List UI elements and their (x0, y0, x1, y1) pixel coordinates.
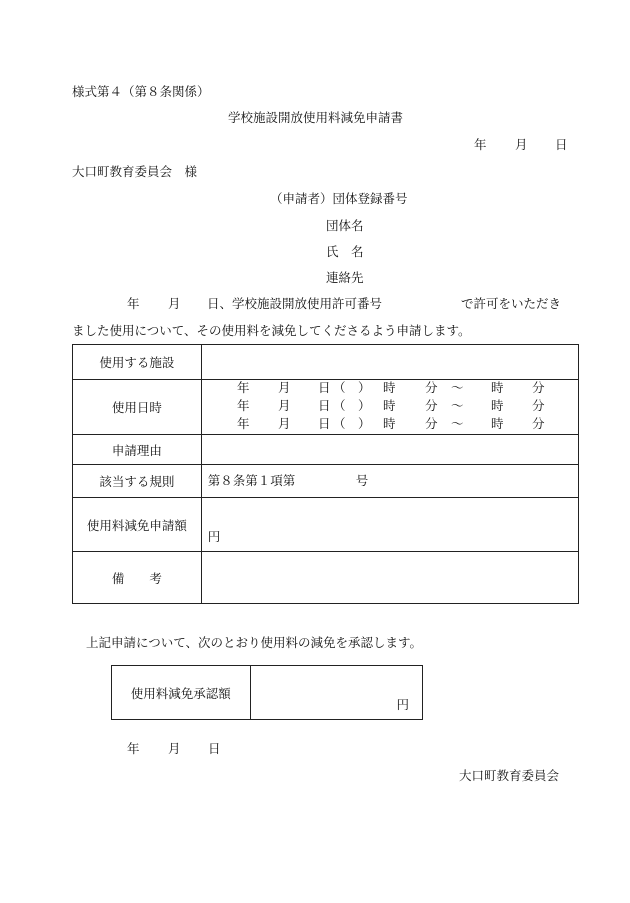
date-month-label: 月 (515, 137, 528, 152)
dt-minute: 分 (425, 416, 438, 431)
dt-month: 月 (278, 398, 291, 413)
remarks-label: 備 考 (73, 552, 202, 604)
approved-amount-value[interactable] (250, 666, 422, 720)
dt-weekday-paren: （ ） (333, 380, 371, 395)
dt-hour: 時 (383, 398, 396, 413)
approved-amount-unit: 円 (396, 697, 409, 712)
datetime-line (237, 418, 547, 432)
form-title: 学校施設開放使用料減免申請書 (228, 110, 404, 125)
date-year-label: 年 (474, 137, 487, 152)
body-line1-text: 日、学校施設開放使用許可番号 (207, 296, 383, 311)
approval-statement: 上記申請について、次のとおり使用料の減免を承認します。 (86, 635, 423, 650)
datetime-line (237, 382, 547, 396)
dt-hour-end: 時 (491, 416, 504, 431)
amount-value[interactable] (201, 498, 578, 552)
datetime-label: 使用日時 (73, 380, 202, 435)
approval-date-year: 年 (127, 741, 140, 756)
dt-minute-end: 分 (532, 380, 545, 395)
dt-hour-end: 時 (491, 398, 504, 413)
approval-table (111, 665, 423, 720)
dt-minute-end: 分 (532, 416, 545, 431)
dt-month: 月 (278, 416, 291, 431)
approved-amount-label: 使用料減免承認額 (112, 666, 251, 720)
date-day-label: 日 (555, 137, 568, 152)
rule-suffix: 号 (355, 473, 369, 488)
table-row-amount (73, 498, 579, 552)
amount-label: 使用料減免申請額 (73, 498, 202, 552)
facility-value[interactable] (201, 345, 578, 380)
reason-label: 申請理由 (73, 435, 202, 465)
dt-minute: 分 (425, 380, 438, 395)
dt-minute: 分 (425, 398, 438, 413)
datetime-line (237, 400, 547, 414)
rule-label: 該当する規則 (73, 465, 202, 498)
dt-minute-end: 分 (532, 398, 545, 413)
dt-month: 月 (278, 380, 291, 395)
reason-value[interactable] (201, 435, 578, 465)
approval-date-month: 月 (168, 741, 181, 756)
approval-date-day: 日 (208, 741, 221, 756)
body-line2: ました使用について、その使用料を減免してくださるよう申請します。 (72, 323, 471, 338)
dt-year: 年 (237, 380, 250, 395)
facility-label: 使用する施設 (73, 345, 202, 380)
table-row-remarks (73, 552, 579, 604)
approval-row (112, 666, 423, 720)
addressee: 大口町教育委員会 様 (72, 164, 198, 179)
dt-day: 日 (318, 398, 331, 413)
body-year: 年 (127, 296, 140, 311)
dt-weekday-paren: （ ） (333, 416, 371, 431)
dt-tilde: ～ (451, 416, 464, 431)
dt-weekday-paren: （ ） (333, 398, 371, 413)
table-row-reason (73, 435, 579, 465)
table-row-rule (73, 465, 579, 498)
dt-hour: 時 (383, 380, 396, 395)
contact-label: 連絡先 (326, 270, 364, 285)
dt-year: 年 (237, 398, 250, 413)
applicant-name-label: 氏 名 (326, 244, 364, 259)
rule-prefix: 第８条第１項第 (207, 473, 296, 488)
organization-name-label: 団体名 (326, 218, 364, 233)
dt-hour: 時 (383, 416, 396, 431)
dt-tilde: ～ (451, 380, 464, 395)
dt-tilde: ～ (451, 398, 464, 413)
body-line1-end: で許可をいただき (461, 296, 562, 311)
body-month: 月 (168, 296, 181, 311)
table-row-facility (73, 345, 579, 380)
dt-day: 日 (318, 380, 331, 395)
amount-unit: 円 (207, 529, 221, 544)
dt-hour-end: 時 (491, 380, 504, 395)
rule-value[interactable] (201, 465, 578, 498)
remarks-value[interactable] (201, 552, 578, 604)
form-number: 様式第４（第８条関係） (72, 84, 210, 99)
dt-day: 日 (318, 416, 331, 431)
registration-number-label: （申請者）団体登録番号 (270, 191, 408, 206)
issuer-name: 大口町教育委員会 (459, 768, 560, 783)
dt-year: 年 (237, 416, 250, 431)
